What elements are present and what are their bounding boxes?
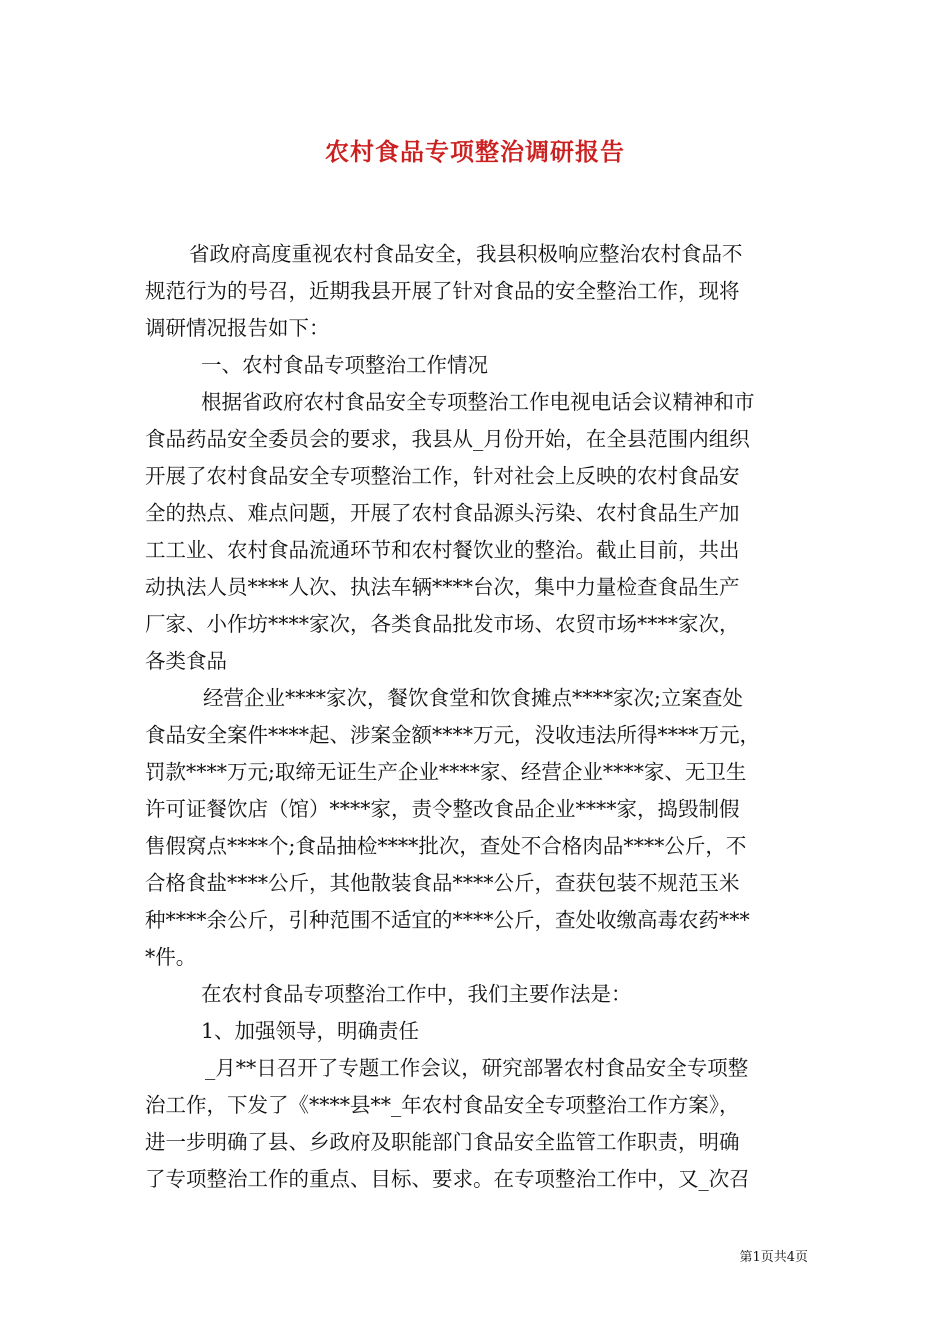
text-line: 售假窝点****个;食品抽检****批次，查处不合格肉品****公斤，不 [145, 834, 747, 858]
text-line: _月**日召开了专题工作会议，研究部署农村食品安全专项整 [205, 1056, 749, 1080]
text-line: 调研情况报告如下： [145, 316, 330, 340]
text-line: 种****余公斤，引种范围不适宜的****公斤，查处收缴高毒农药*** [145, 908, 750, 932]
text-line: 规范行为的号召，近期我县开展了针对食品的安全整治工作，现将 [145, 279, 740, 303]
text-line: 根据省政府农村食品安全专项整治工作电视电话会议精神和市 [201, 390, 755, 414]
text-line: 罚款****万元;取缔无证生产企业****家、经营企业****家、无卫生 [145, 760, 747, 784]
text-line: 厂家、小作坊****家次，各类食品批发市场、农贸市场****家次， [145, 612, 740, 636]
section-heading: 一、农村食品专项整治工作情况 [201, 353, 488, 377]
text-line: 工工业、农村食品流通环节和农村餐饮业的整治。截止目前，共出 [145, 538, 740, 562]
document-title: 农村食品专项整治调研报告 [325, 137, 625, 166]
text-line: 经营企业****家次，餐饮食堂和饮食摊点****家次;立案查处 [203, 686, 743, 710]
text-line: 动执法人员****人次、执法车辆****台次，集中力量检查食品生产 [145, 575, 740, 599]
text-line: 合格食盐****公斤，其他散装食品****公斤，查获包装不规范玉米 [145, 871, 740, 895]
text-line: 食品安全案件****起、涉案金额****万元，没收违法所得****万元， [145, 723, 760, 747]
subsection-heading: 1、加强领导，明确责任 [201, 1019, 420, 1043]
text-line: *件。 [145, 945, 197, 969]
text-line: 许可证餐饮店（馆）****家，责令整改食品企业****家，捣毁制假 [145, 797, 740, 821]
text-line: 在农村食品专项整治工作中，我们主要作法是： [201, 982, 632, 1006]
text-line: 省政府高度重视农村食品安全，我县积极响应整治农村食品不 [189, 242, 743, 266]
text-line: 进一步明确了县、乡政府及职能部门食品安全监管工作职责，明确 [145, 1130, 740, 1154]
text-line: 食品药品安全委员会的要求，我县从_月份开始，在全县范围内组织 [145, 427, 750, 451]
page-number: 第1页共4页 [739, 1250, 808, 1265]
text-line: 治工作，下发了《****县**_年农村食品安全专项整治工作方案》， [145, 1093, 740, 1117]
text-line: 开展了农村食品安全专项整治工作，针对社会上反映的农村食品安 [145, 464, 740, 488]
text-line: 各类食品 [145, 649, 227, 673]
document-body [145, 236, 808, 1198]
text-line: 了专项整治工作的重点、目标、要求。在专项整治工作中，又_次召 [145, 1167, 750, 1191]
text-line: 全的热点、难点问题，开展了农村食品源头污染、农村食品生产加 [145, 501, 740, 525]
